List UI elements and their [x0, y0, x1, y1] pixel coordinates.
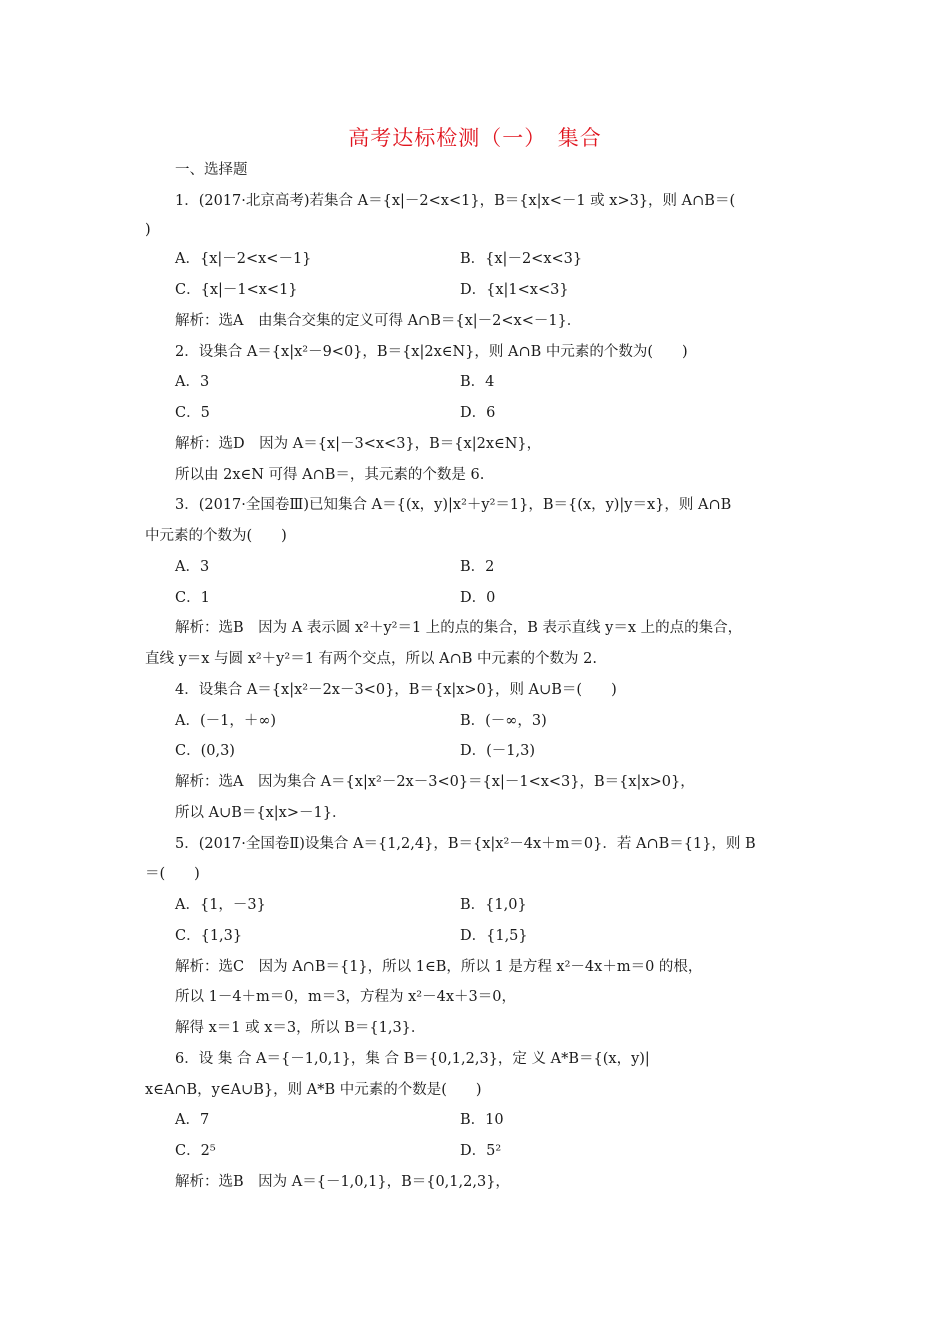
question-5-stem: 5．(2017·全国卷Ⅱ)设集合 A＝{1,2,4}，B＝{x|x²－4x＋m＝0}．若 A∩B＝{1}，则 B: [175, 836, 756, 852]
question-3-option-d: D．0: [460, 590, 496, 606]
question-2-solution-2: 所以由 2x∈N 可得 A∩B＝，其元素的个数是 6.: [175, 467, 485, 483]
question-4-solution-2: 所以 A∪B＝{x|x>－1}．: [175, 805, 347, 821]
question-6-stem-cont: x∈A∩B，y∈A∪B}，则 A*B 中元素的个数是( ): [145, 1082, 482, 1098]
question-6-option-a: A．7: [175, 1112, 210, 1128]
question-3-option-a: A．3: [175, 559, 210, 575]
question-3-stem: 3．(2017·全国卷Ⅲ)已知集合 A＝{(x，y)|x²＋y²＝1}，B＝{(x，y)|y＝x}，则 A∩B: [175, 497, 732, 513]
question-2-option-b: B．4: [460, 374, 495, 390]
question-3-solution-2: 直线 y＝x 与圆 x²＋y²＝1 有两个交点，所以 A∩B 中元素的个数为 2.: [145, 651, 597, 667]
question-1-stem-cont: ): [145, 222, 151, 238]
question-1-option-c: C．{x|－1<x<1}: [175, 282, 298, 298]
section-heading: 一、选择题: [175, 162, 248, 178]
question-4-solution-1: 解析：选A 因为集合 A＝{x|x²－2x－3<0}＝{x|－1<x<3}，B＝{x|x>0}，: [175, 774, 695, 790]
question-4-option-a: A．(－1，＋∞): [175, 713, 277, 729]
question-2-option-c: C．5: [175, 405, 210, 421]
question-4-option-d: D．(－1,3): [460, 743, 535, 759]
question-3-stem-cont: 中元素的个数为( ): [145, 528, 287, 544]
question-2-option-a: A．3: [175, 374, 210, 390]
question-1-option-b: B．{x|－2<x<3}: [460, 251, 583, 267]
question-6-option-b: B．10: [460, 1112, 504, 1128]
question-6-option-d: D．5²: [460, 1143, 502, 1159]
question-5-option-b: B．{1,0}: [460, 897, 527, 913]
question-5-stem-cont: ＝( ): [145, 866, 200, 882]
page-title: 高考达标检测（一） 集合: [348, 126, 602, 150]
question-5-solution-3: 解得 x＝1 或 x＝3，所以 B＝{1,3}．: [175, 1020, 426, 1036]
question-1-option-a: A．{x|－2<x<－1}: [175, 251, 312, 267]
question-5-option-a: A．{1，－3}: [175, 897, 266, 913]
question-1-stem: 1．(2017·北京高考)若集合 A＝{x|－2<x<1}，B＝{x|x<－1 或 x>3}，则 A∩B＝(: [175, 193, 736, 209]
question-3-option-c: C．1: [175, 590, 210, 606]
question-6-solution-1: 解析：选B 因为 A＝{－1,0,1}，B＝{0,1,2,3}，: [175, 1174, 510, 1190]
question-5-solution-1: 解析：选C 因为 A∩B＝{1}，所以 1∈B，所以 1 是方程 x²－4x＋m＝0 的根，: [175, 959, 703, 975]
question-5-option-d: D．{1,5}: [460, 928, 528, 944]
question-5-solution-2: 所以 1－4＋m＝0，m＝3，方程为 x²－4x＋3＝0，: [175, 989, 516, 1005]
question-5-option-c: C．{1,3}: [175, 928, 243, 944]
question-2-stem: 2．设集合 A＝{x|x²－9<0}，B＝{x|2x∈N}，则 A∩B 中元素的个数为( ): [175, 344, 688, 360]
question-6-stem: 6．设 集 合 A＝{－1,0,1}，集 合 B＝{0,1,2,3}，定 义 A*B＝{(x，y)|: [175, 1051, 650, 1067]
question-4-option-c: C．(0,3): [175, 743, 235, 759]
question-3-option-b: B．2: [460, 559, 495, 575]
question-2-option-d: D．6: [460, 405, 496, 421]
question-2-solution-1: 解析：选D 因为 A＝{x|－3<x<3}，B＝{x|2x∈N}，: [175, 436, 542, 452]
question-4-stem: 4．设集合 A＝{x|x²－2x－3<0}，B＝{x|x>0}，则 A∪B＝( ): [175, 682, 617, 698]
question-1-option-d: D．{x|1<x<3}: [460, 282, 569, 298]
question-3-solution-1: 解析：选B 因为 A 表示圆 x²＋y²＝1 上的点的集合，B 表示直线 y＝x 上的点的集合，: [175, 620, 743, 636]
question-6-option-c: C．2⁵: [175, 1143, 216, 1159]
question-4-option-b: B．(－∞，3): [460, 713, 547, 729]
question-1-solution: 解析：选A 由集合交集的定义可得 A∩B＝{x|－2<x<－1}．: [175, 313, 582, 329]
